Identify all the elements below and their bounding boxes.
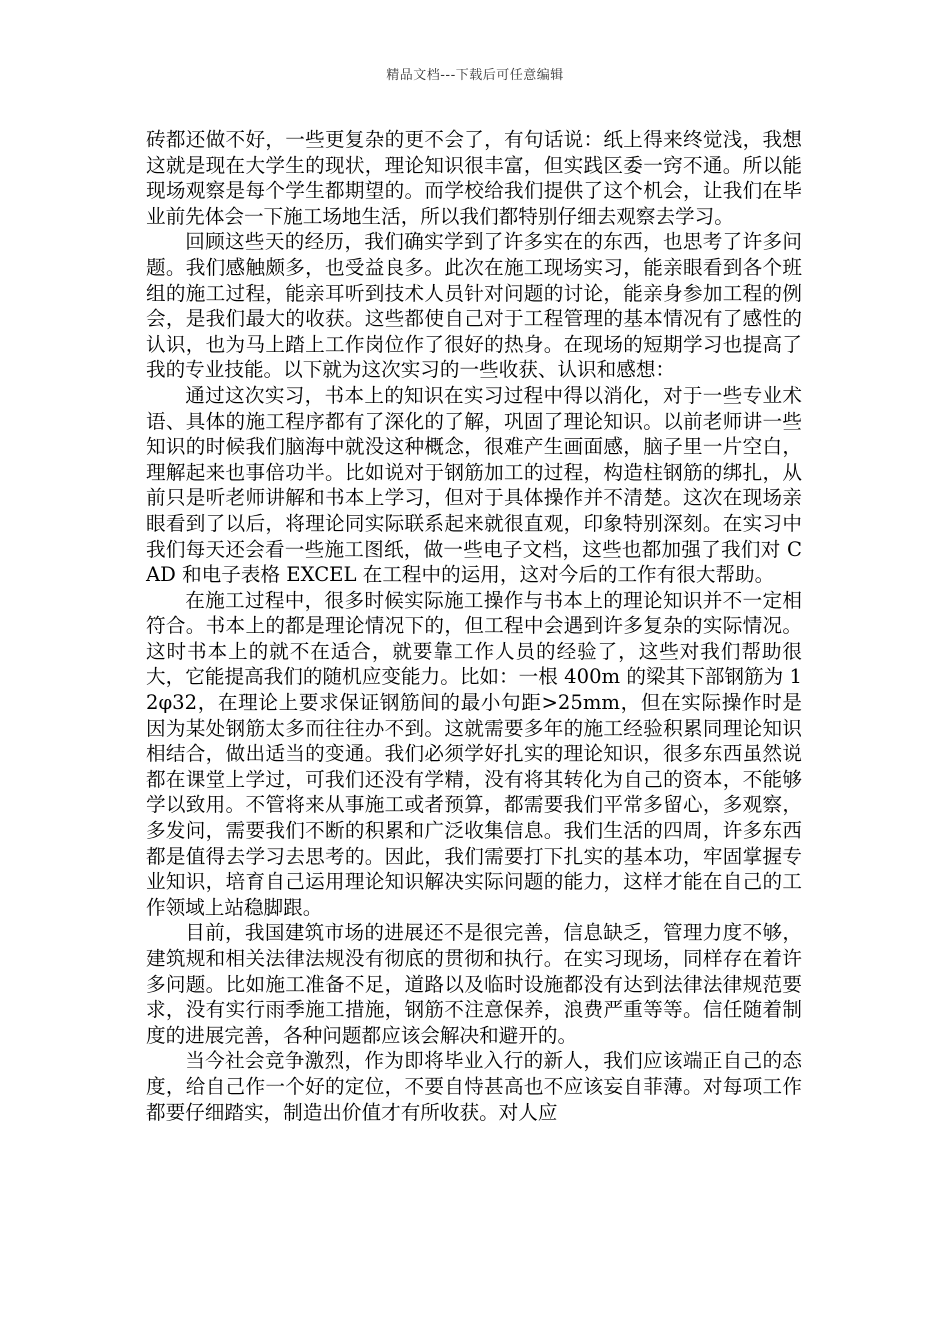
paragraph-6: 当今社会竞争激烈，作为即将毕业入行的新人，我们应该端正自己的态度，给自己作一个好的定位，不要自恃甚高也不应该妄自菲薄。对每项工作都要仔细踏实，制造出价值才有所收获。对人应 xyxy=(146,1049,802,1124)
paragraph-4: 在施工过程中，很多时候实际施工操作与书本上的理论知识并不一定相符合。书本上的都是理论情况下的，但工程中会遇到许多复杂的实际情况。这时书本上的就不在适合，就要靠工作人员的经验了，这些对我们帮助很大，它能提高我们的随机应变能力。比如：一根 400m 的梁其下部钢筋为 12φ32，在理论上要求保证钢筋间的最小句距>25mm，但在实际操作时是因为某处钢筋太多而往往办不到。这就需要多年的施工经验积累同理论知识相结合，做出适当的变通。我们必须学好扎实的理论知识，很多东西虽然说都在课堂上学过，可我们还没有学精，没有将其转化为自己的资本，不能够学以致用。不管将来从事施工或者预算，都需要我们平常多留心，多观察，多发问，需要我们不断的积累和广泛收集信息。我们生活的四周，许多东西都是值得去学习去思考的。因此，我们需要打下扎实的基本功，牢固掌握专业知识，培育自己运用理论知识解决实际问题的能力，这样才能在自己的工作领域上站稳脚跟。 xyxy=(146,588,802,919)
paragraph-2: 回顾这些天的经历，我们确实学到了许多实在的东西，也思考了许多问题。我们感触颇多，也受益良多。此次在施工现场实习，能亲眼看到各个班组的施工过程，能亲耳听到技术人员针对问题的讨论，能亲身参加工程的例会，是我们最大的收获。这些都使自己对于工程管理的基本情况有了感性的认识，也为马上踏上工作岗位作了很好的热身。在现场的短期学习也提高了我的专业技能。以下就为这次实习的一些收获、认识和感想： xyxy=(146,230,802,382)
paragraph-3: 通过这次实习，书本上的知识在实习过程中得以消化，对于一些专业术语、具体的施工程序都有了深化的了解，巩固了理论知识。以前老师讲一些知识的时候我们脑海中就没这种概念，很难产生画面感，脑子里一片空白，理解起来也事倍功半。比如说对于钢筋加工的过程，构造柱钢筋的绑扎，从前只是听老师讲解和书本上学习，但对于具体操作并不清楚。这次在现场亲眼看到了以后，将理论同实际联系起来就很直观，印象特别深刻。在实习中我们每天还会看一些施工图纸，做一些电子文档，这些也都加强了我们对 CAD 和电子表格 EXCEL 在工程中的运用，这对今后的工作有很大帮助。 xyxy=(146,383,802,587)
paragraph-5: 目前，我国建筑市场的进展还不是很完善，信息缺乏，管理力度不够，建筑规和相关法律法规没有彻底的贯彻和执行。在实习现场，同样存在着许多问题。比如施工准备不足，道路以及临时设施都没有达到法律法律规范要求，没有实行雨季施工措施，钢筋不注意保养，浪费严重等等。信任随着制度的进展完善，各种问题都应该会解决和避开的。 xyxy=(146,921,802,1047)
paragraph-1: 砖都还做不好，一些更复杂的更不会了，有句话说：纸上得来终觉浅，我想这就是现在大学生的现状，理论知识很丰富，但实践区委一窍不通。所以能现场观察是每个学生都期望的。而学校给我们提供了这个机会，让我们在毕业前先体会一下施工场地生活，所以我们都特别仔细去观察去学习。 xyxy=(146,128,802,228)
page-header: 精品文档---下载后可任意编辑 xyxy=(386,68,564,83)
body-text xyxy=(146,127,802,1125)
